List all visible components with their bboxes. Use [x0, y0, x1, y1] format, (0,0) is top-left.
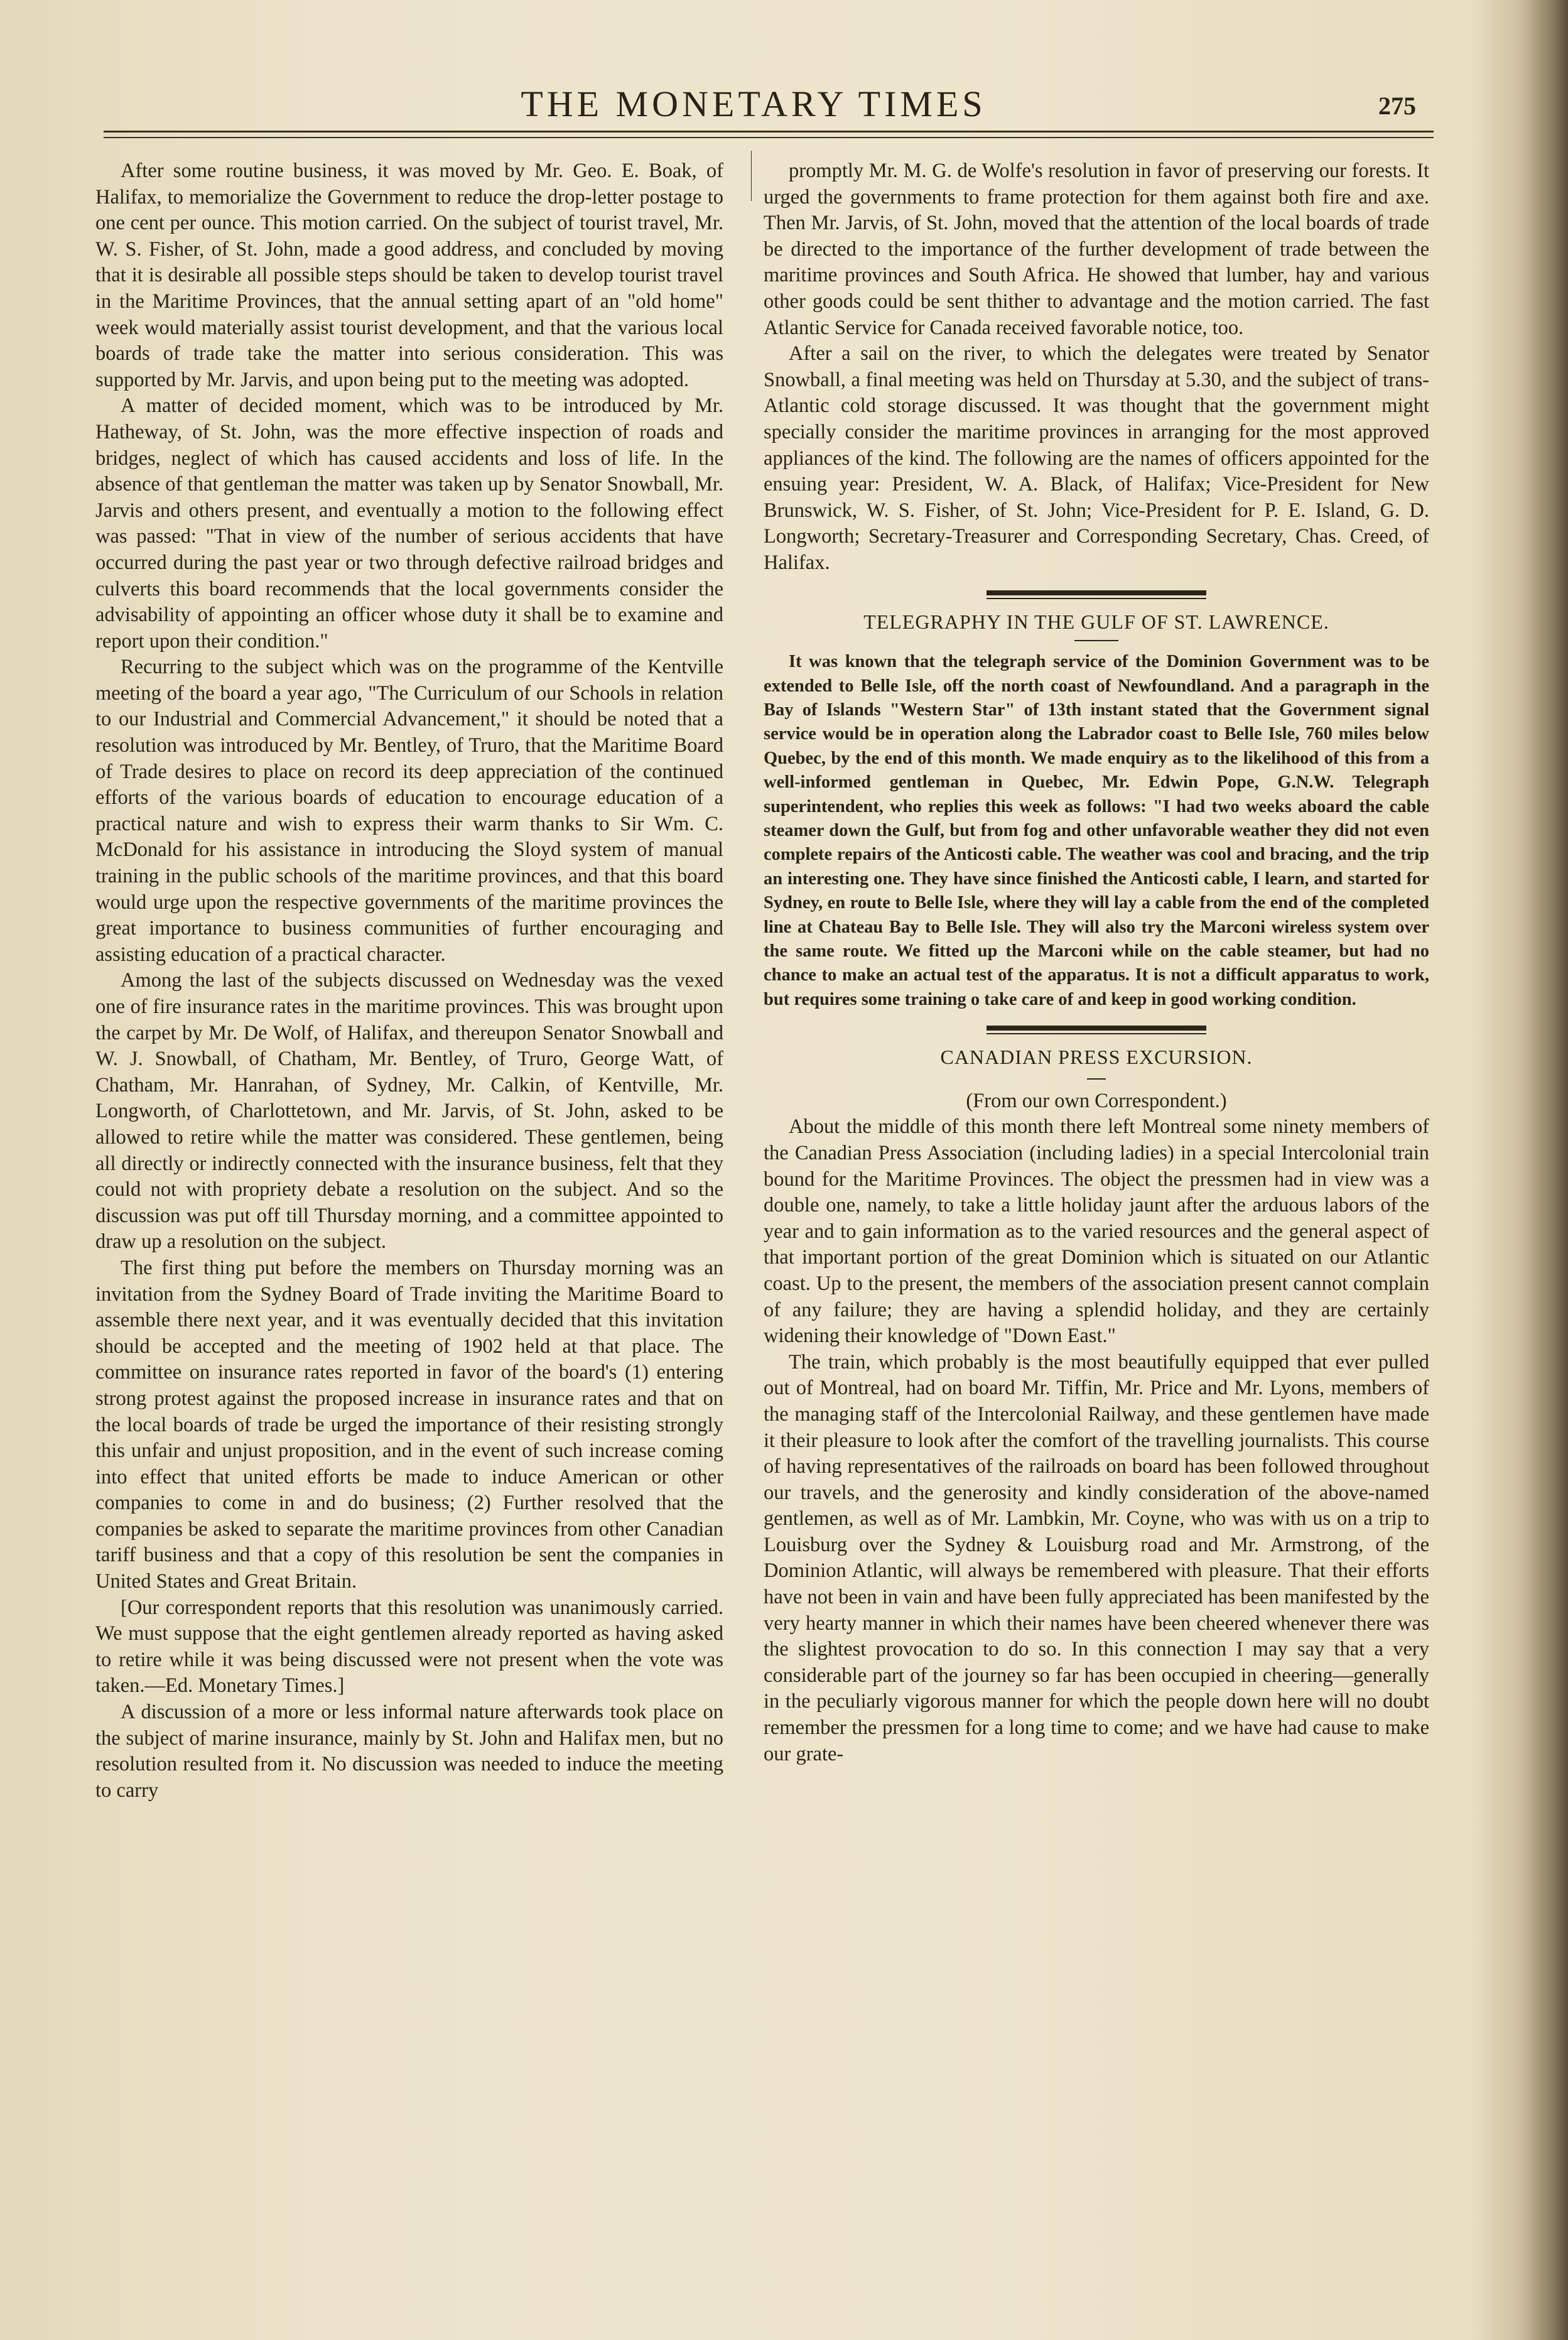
- section-rule-thin: [987, 598, 1206, 599]
- paragraph: It was known that the telegraph service of the Dominion Government was to be extended to Belle Isle, off the north coast of Newfoundland. And a paragraph in the Bay of Islands "Western Star" of 13th instant stated that the Government signal service would be in operation along the Labrador coast to Belle Isle, 760 miles below Quebec, by the end of this month. We made enquiry as to the likelihood of this from a well-informed gentleman in Quebec, Mr. Edwin Pope, G.N.W. Telegraph superintendent, who replies this week as follows: "I had two weeks aboard the cable steamer down the Gulf, but from fog and other unfavorable weather they did not even complete repairs of the Anticosti cable. The weather was cool and bracing, and the trip an interesting one. They have since finished the Anticosti cable, I learn, and started for Sydney, en route to Belle Isle, where they will lay a cable from the end of the completed line at Chateau Bay to Belle Isle. They will also try the Marconi wireless system over the same route. We fitted up the Marconi while on the cable steamer, but had no chance to make an actual test of the apparatus. It is not a difficult apparatus to work, but requires some training o take care of and keep in good working condition.: [764, 652, 1429, 1009]
- right-column: [764, 158, 1429, 1767]
- paragraph: The train, which probably is the most beautifully equipped that ever pulled out of Montreal, had on board Mr. Tiffin, Mr. Price and Mr. Lyons, members of the managing staff of the Intercolonial Railway, and these gentlemen have made it their pleasure to look after the comfort of the travelling journalists. This course of having representatives of the railroads on board has been followed throughout our travels, and the generosity and kindly consideration of the above-named gentlemen, as well as of Mr. Lambkin, Mr. Coyne, who was with us on a trip to Louisburg over the Sydney & Louisburg road and Mr. Armstrong, of the Dominion Atlantic, will always be remembered with pleasure. That their efforts have not been in vain and have been fully appreciated has been manifested by the very hearty manner in which their names have been cheered whenever there was the slightest provocation to do so. In this connection I may say that a very considerable part of the journey so far has been occupied in cheering—generally in the peculiarly vigorous manner for which the people down here will no doubt remember the pressmen for a long time to come; and we have had cause to make our grate-: [764, 1350, 1429, 1765]
- paragraph: About the middle of this month there left Montreal some ninety members of the Canadian Press Association (including ladies) in a special Intercolonial train bound for the Maritime Provinces. The object the pressmen had in view was a double one, namely, to take a little holiday jaunt after the arduous labors of the year and to gain information as to the varied resources and the general aspect of that important portion of the great Dominion which is situated on our Atlantic coast. Up to the present, the members of the association present cannot complain of any failure; they are having a splendid holiday, and they are certainly widening their knowledge of "Down East.": [764, 1115, 1429, 1348]
- paragraph: Recurring to the subject which was on the programme of the Kentville meeting of the board a year ago, "The Curriculum of our Schools in relation to our Industrial and Commercial Advancement," it should be noted that a resolution was introduced by Mr. Bentley, of Truro, that the Maritime Board of Trade desires to place on record its deep appreciation of the continued efforts of the various boards of education to encourage education of a practical nature and wish to express their warm thanks to Sir Wm. C. McDonald for his assistance in introducing the Sloyd system of manual training in the public schools of the maritime provinces, and that this board would urge upon the respective governments of the maritime provinces the great importance to business communities of further encouraging and assisting education of a practical character.: [95, 656, 723, 966]
- excursion-heading: CANADIAN PRESS EXCURSION.: [940, 1046, 1253, 1069]
- paragraph: promptly Mr. M. G. de Wolfe's resolution in favor of preserving our forests. It urged the governments to frame protection for them against both fire and axe. Then Mr. Jarvis, of St. John, moved that the attention of the local boards of trade be directed to the importance of the further development of trade between the maritime provinces and South Africa. He showed that lumber, hay and various other goods could be sent thither to advantage and the motion carried. The fast Atlantic Service for Canada received favorable notice, too.: [764, 160, 1429, 339]
- telegraphy-heading: TELEGRAPHY IN THE GULF OF ST. LAWRENCE.: [863, 610, 1329, 633]
- header-rule: [104, 131, 1434, 133]
- page-number: 275: [1378, 92, 1416, 120]
- paragraph: The first thing put before the members on Thursday morning was an invitation from the Sydney Board of Trade inviting the Maritime Board to assemble there next year, and it was eventually decided that this invitation should be accepted and the meeting of 1902 held at that place. The committee on insurance rates reported in favor of the board's (1) entering strong protest against the proposed increase in insurance rates and that on the local boards of trade be urged the importance of their resisting strongly this unfair and unjust proposition, and in the event of such increase coming into effect that united efforts be made to induce American or other companies to come in and do business; (2) Further resolved that the companies be asked to separate the maritime provinces from other Canadian tariff business and that a copy of this resolution be sent the companies in United States and Great Britain.: [95, 1256, 723, 1593]
- header-rule-thin: [104, 137, 1434, 138]
- paragraph: After a sail on the river, to which the delegates were treated by Senator Snowball, a final meeting was held on Thursday at 5.30, and the subject of trans-Atlantic cold storage discussed. It was thought that the government might specially consider the maritime provinces in arranging for the most approved appliances of the kind. The following are the names of officers appointed for the ensuing year: President, W. A. Black, of Halifax; Vice-President for New Brunswick, W. S. Fisher, of St. John; Vice-President for P. E. Island, G. D. Longworth; Secretary-Treasurer and Corresponding Secretary, Chas. Creed, of Halifax.: [764, 342, 1429, 574]
- masthead-title: THE MONETARY TIMES: [521, 84, 987, 124]
- paragraph: Among the last of the subjects discussed on Wednesday was the vexed one of fire insurance rates in the maritime provinces. This was brought upon the carpet by Mr. De Wolf, of Halifax, and thereupon Senator Snowball and W. J. Snowball, of Chatham, Mr. Bentley, of Truro, George Watt, of Chatham, Mr. Hanrahan, of Sydney, Mr. Calkin, of Kentville, Mr. Longworth, of Charlottetown, and Mr. Jarvis, of St. John, asked to be allowed to retire while the matter was considered. These gentlemen, being all directly or indirectly connected with the insurance business, felt that they could not with propriety debate a resolution on the subject. And so the discussion was put off till Thursday morning, and a committee appointed to draw up a resolution on the subject.: [95, 969, 723, 1254]
- section-rule-thin: [987, 1033, 1206, 1034]
- paragraph: A discussion of a more or less informal nature afterwards took place on the subject of marine insurance, mainly by St. John and Halifax men, but no resolution resulted from it. No discussion was needed to induce the meeting to carry: [95, 1701, 723, 1802]
- editor-note: [Our correspondent reports that this resolution was unanimously carried. We must suppose that the eight gentlemen already reported as having asked to retire while it was being discussed were not present when the vote was taken.—Ed. Monetary Times.]: [95, 1596, 723, 1698]
- telegraphy-article: [764, 650, 1429, 1012]
- section-rule: [987, 1026, 1206, 1031]
- left-column: [95, 158, 723, 1804]
- paragraph: A matter of decided moment, which was to be introduced by Mr. Hatheway, of St. John, was the more effective inspection of roads and bridges, neglect of which has caused accidents and loss of life. In the absence of that gentleman the matter was taken up by Senator Snowball, Mr. Jarvis and others present, and eventually a motion to the following effect was passed: "That in view of the number of serious accidents that have occurred during the past year or two through defective railroad bridges and culverts this board recommends that the local governments consider the advisability of appointing an officer whose duty it shall be to examine and report upon their condition.": [95, 394, 723, 653]
- column-divider: [751, 151, 752, 201]
- paragraph: After some routine business, it was moved by Mr. Geo. E. Boak, of Halifax, to memorialize the Government to reduce the drop-letter postage to one cent per ounce. This motion carried. On the subject of tourist travel, Mr. W. S. Fisher, of St. John, made a good address, and concluded by moving that it is desirable all possible steps should be taken to develop tourist travel in the Maritime Provinces, that the annual setting apart of an "old home" week would materially assist tourist development, and that the various local boards of trade take the matter into serious consideration. This was supported by Mr. Jarvis, and upon being put to the meeting was adopted.: [95, 160, 723, 391]
- heading-dash: [1074, 640, 1118, 641]
- byline: (From our own Correspondent.): [966, 1089, 1227, 1112]
- heading-dash: [1087, 1078, 1106, 1080]
- section-rule: [987, 590, 1206, 595]
